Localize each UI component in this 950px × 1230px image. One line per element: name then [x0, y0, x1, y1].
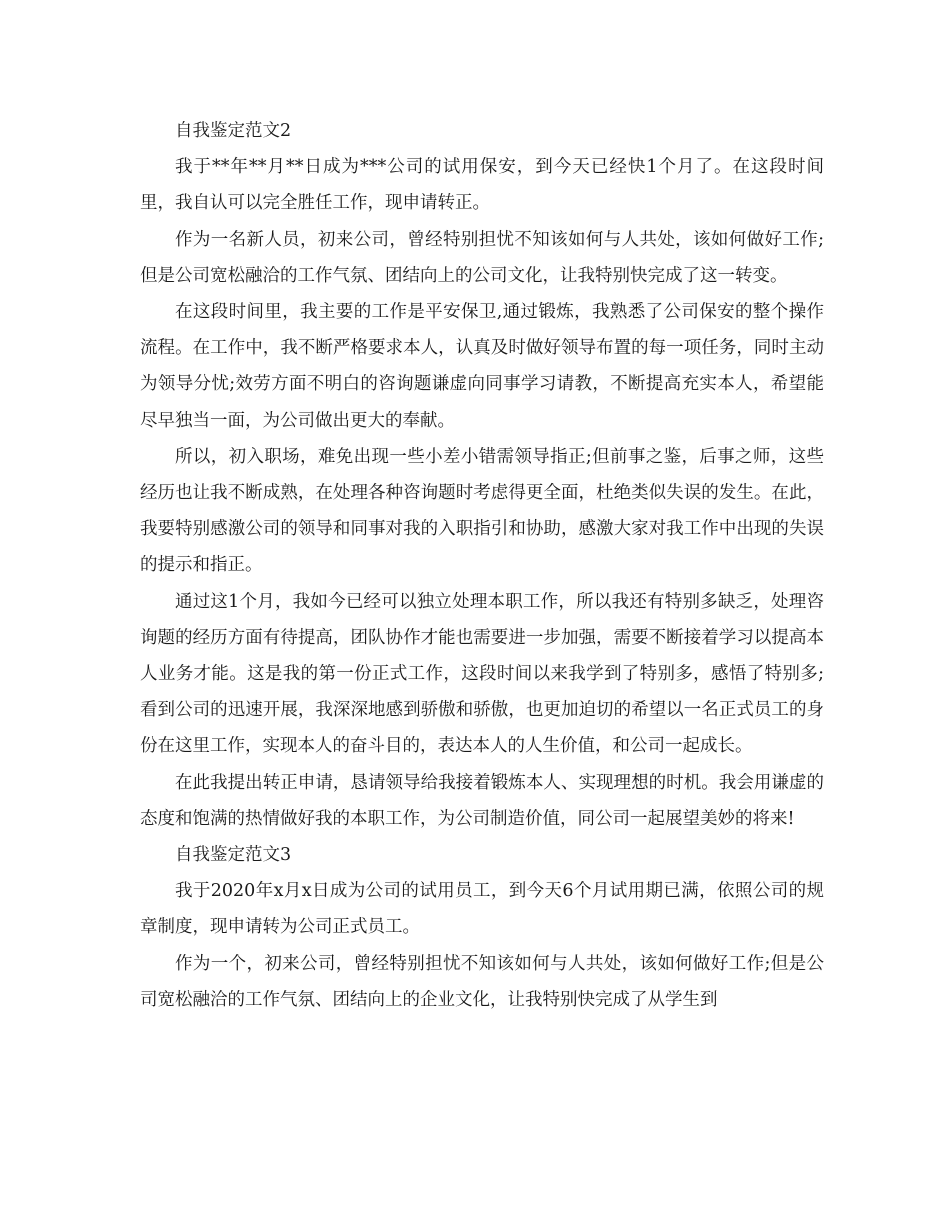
paragraph: 作为一名新人员，初来公司，曾经特别担忧不知该如何与人共处，该如何做好工作;但是公司宽松融洽的工作气氛、团结向上的公司文化，让我特别快完成了这一转变。 [140, 229, 824, 286]
paragraph: 在这段时间里，我主要的工作是平安保卫,通过锻炼，我熟悉了公司保安的整个操作流程。在工作中，我不断严格要求本人，认真及时做好领导布置的每一项任务，同时主动为领导分忧;效劳方面不明白的咨询题谦虚向同事学习请教，不断提高充实本人，希望能尽早独当一面，为公司做出更大的奉献。 [140, 302, 824, 431]
section-heading: 自我鉴定范文2 [175, 121, 292, 141]
section-heading: 自我鉴定范文3 [175, 845, 292, 866]
paragraph: 所以，初入职场，难免出现一些小差小错需领导指正;但前事之鉴，后事之师，这些经历也让我不断成熟，在处理各种咨询题时考虑得更全面，杜绝类似失误的发生。在此，我要特别感激公司的领导和同事对我的入职指引和协助，感激大家对我工作中出现的失误的提示和指正。 [140, 446, 824, 576]
paragraph: 作为一个，初来公司，曾经特别担忧不知该如何与人共处，该如何做好工作;但是公司宽松融洽的工作气氛、团结向上的企业文化，让我特别快完成了从学生到 [140, 953, 824, 1010]
paragraph: 通过这1个月，我如今已经可以独立处理本职工作，所以我还有特别多缺乏，处理咨询题的经历方面有待提高，团队协作才能也需要进一步加强，需要不断接着学习以提高本人业务才能。这是我的第一份正式工作，这段时间以来我学到了特别多，感悟了特别多;看到公司的迅速开展，我深深地感到骄傲和骄傲，也更加迫切的希望以一名正式员工的身份在这里工作，实现本人的奋斗目的，表达本人的人生价值，和公司一起成长。 [140, 591, 824, 757]
document-body [140, 113, 824, 1018]
paragraph: 我于2020年x月x日成为公司的试用员工，到今天6个月试用期已满，依照公司的规章制度，现申请转为公司正式员工。 [140, 881, 824, 938]
paragraph: 我于**年**月**日成为***公司的试用保安，到今天已经快1个月了。在这段时间里，我自认可以完全胜任工作，现申请转正。 [140, 157, 824, 214]
paragraph: 在此我提出转正申请，恳请领导给我接着锻炼本人、实现理想的时机。我会用谦虚的态度和饱满的热情做好我的本职工作，为公司制造价值，同公司一起展望美妙的将来! [140, 772, 824, 829]
